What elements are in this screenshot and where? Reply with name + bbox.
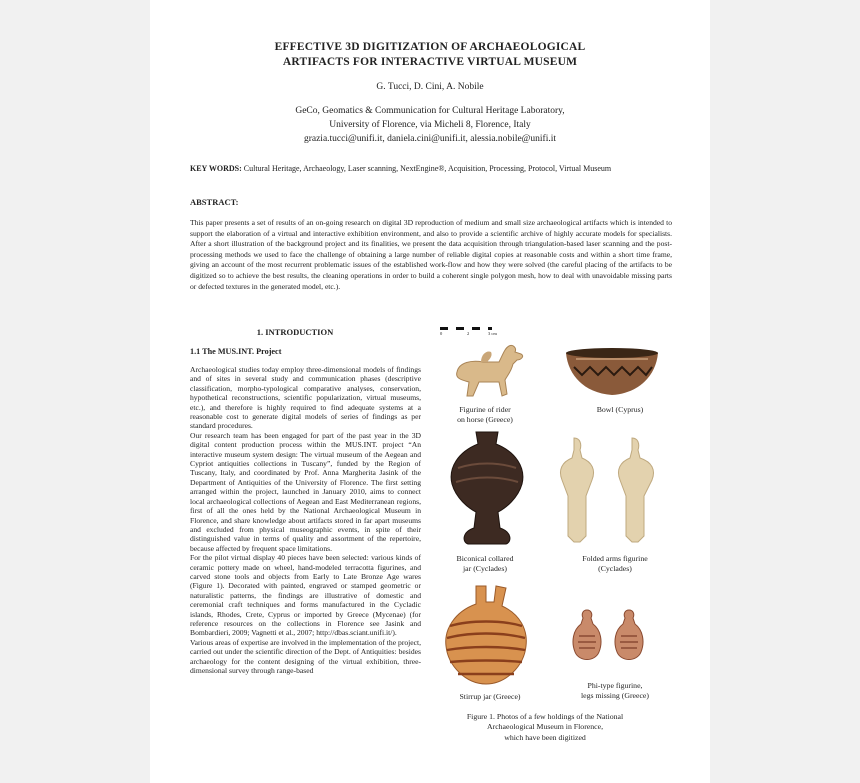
paragraph-3: For the pilot virtual display 40 pieces have been selected: various kinds of ceramic pottery made on wheel, hand-modeled terracotta figurines, and carved stone tools and objects from Early to Late Bronze Age wares (Figure 1). Decorated with painted, engraved or stamped geometric or naturalistic patterns, the findings are illustrative of domestic and ceremonial craft techniques and forms manufactured in the Cycladic islands, Rhodes, Crete, Cyprus or imported by Greece (Mycenae) (for reference resources on the collections in Florence see Jasink and Bombardieri, 2009; Vagnetti et al., 2007; http://dbas.sciant.unifi.it/). [190,553,421,638]
paragraph-4: Various areas of expertise are involved in the implementation of the project, carried out under the scientific direction of the Dept. of Antiquities: besides archaeology for the content designing of the virtual exhibition, three-dimensional survey through range-based [190,637,421,675]
paragraph-1: Archaeological studies today employ three-dimensional models of findings and of sites in several study and communication phases (descriptive classification, morpho-typological comparative analyses, conservation, hypothetical reconstructions, scientific popularization, virtual museums, etc.), and therefore is highly required to find adequate systems at a reasonable cost to generate digital models of series of findings as per standard procedures. [190,365,421,431]
phi-type-figurine-image [567,606,649,668]
affiliation [150,104,710,146]
biconical-jar-image [446,428,528,546]
keywords-text: Cultural Heritage, Archaeology, Laser scanning, NextEngine®, Acquisition, Processing, Protocol, Virtual Museum [243,164,612,173]
affiliation-emails: grazia.tucci@unifi.it, daniela.cini@unifi.it, alessia.nobile@unifi.it [303,134,557,144]
stirrup-jar-image [440,582,532,688]
title-line-2: ARTIFACTS FOR INTERACTIVE VIRTUAL MUSEUM [282,56,578,68]
caption-biconical-jar: Biconical collared jar (Cyclades) [456,554,514,573]
folded-arms-figurine-image [552,436,664,544]
scale-bar [440,325,500,336]
caption-stirrup-jar: Stirrup jar (Greece) [459,692,521,701]
title-line-1: EFFECTIVE 3D DIGITIZATION OF ARCHAEOLOGICAL [274,41,586,53]
scale-label-3cm: 3 cm [488,331,497,336]
rider-figurine-image [447,342,531,400]
keywords [190,164,670,173]
keywords-label: KEY WORDS: [190,164,242,173]
subsection-heading: 1.1 The MUS.INT. Project [190,347,282,356]
paper-title [150,40,710,70]
scale-label-0: 0 [440,331,443,336]
abstract-heading: ABSTRACT: [190,197,239,207]
affiliation-line-2: University of Florence, via Micheli 8, Florence, Italy [329,120,531,130]
scale-label-2: 2 [467,331,470,336]
bowl-image [562,345,662,400]
body-text-column [190,365,421,675]
authors: G. Tucci, D. Cini, A. Nobile [376,82,484,92]
figure-caption: Figure 1. Photos of a few holdings of the National Archaeological Museum in Florence, which have been digitized [466,712,624,742]
paragraph-2: Our research team has been engaged for part of the past year in the 3D digital content production process within the MUS.INT. project “An interactive museum system design: The virtual museum of the Aegean and Cypriot antiquities collections in Tuscany”, funded by the Region of Tuscany, Italy, and coordinated by Prof. Anna Margherita Jasink of the Department of Antiquities of the University of Florence. The first setting arranged within the project, launched in January 2010, aims to connect local archaeological collections of Aegean and East Mediterranean regions, first of all the ones held by the National Archaeological Museum in Florence, and share knowledge about artifacts stored in far apart museums and excluded from physical museographic events, in spite of their distinguished value in terms of quality and assortment of the repertoire, because affected by frequent space limitations. [190,430,421,553]
caption-bowl: Bowl (Cyprus) [596,405,644,414]
section-heading: 1. INTRODUCTION [256,327,334,337]
caption-phi-type: Phi-type figurine, legs missing (Greece) [581,681,649,700]
paper-page [150,0,710,783]
affiliation-line-1: GeCo, Geomatics & Communication for Cultural Heritage Laboratory, [295,106,565,116]
caption-folded-arms: Folded arms figurine (Cyclades) [582,554,648,573]
caption-rider: Figurine of rider on horse (Greece) [457,405,513,424]
abstract-text: This paper presents a set of results of an on-going research on digital 3D reproduction of medium and small size archaeological artifacts which is intended to support the elaboration of a virtual and interactive exhibition environment, and also to provide a scientific archive of highly accurate models for specialists. After a short illustration of the background project and its finalities, we present the data acquisition through triangulation-based laser scanning and the post-processing methods we used to face the challenge of obtaining a large number of reliable digital copies at reasonable costs and within a short time frame, giving an account of the most recurrent problematic issues of the established work-flow and how they were solved (the careful placing of the artifacts to be digitized so to achieve the best results, the cleaning operations in order to build a coherent single polygon mesh, how to deal with unavoidable missing parts or defected textures in the generated model, etc.). [190,218,672,291]
